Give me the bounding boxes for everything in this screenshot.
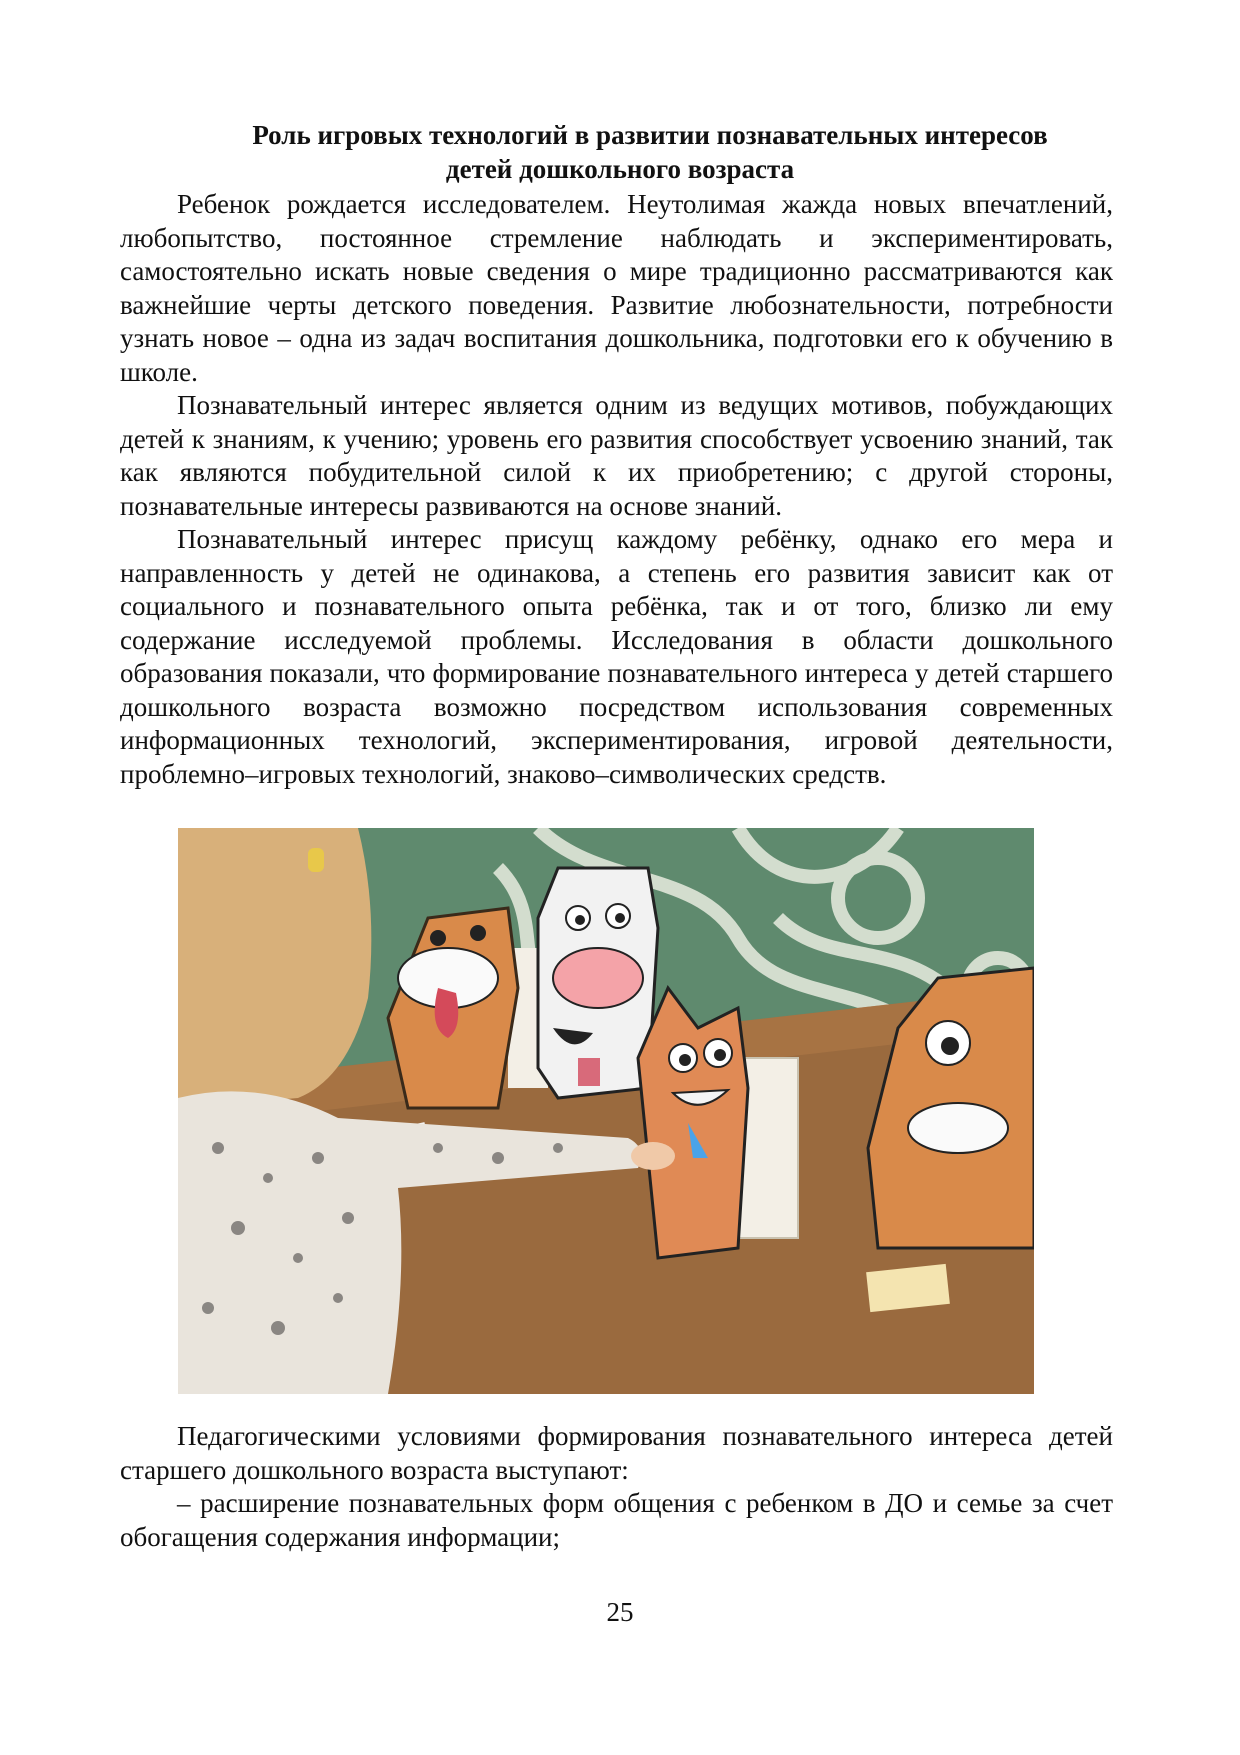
paragraph-4: Педагогическими условиями формирования познавательного интереса детей старшего дошкольного возраста выступают: xyxy=(120,1421,1113,1485)
paragraph-1: Ребенок рождается исследователем. Неутолимая жажда новых впечатлений, любопытство, постоянное стремление наблюдать и экспериментировать, самостоятельно искать новые сведения о мире традиционно рассматриваются как важнейшие черты детского поведения. Развитие любознательности, потребности узнать новое – одна из задач воспитания дошкольника, подготовки его к обучению в школе. xyxy=(120,189,1113,387)
title-line-1: Роль игровых технологий в развитии познавательных интересов xyxy=(252,120,1048,150)
cat-figure xyxy=(638,988,748,1258)
card xyxy=(866,1264,950,1312)
title-line-2: детей дошкольного возраста xyxy=(445,154,795,184)
photo-drawing xyxy=(178,828,1034,1394)
page-number: 25 xyxy=(606,1597,634,1627)
continuation-text xyxy=(120,1420,1113,1554)
illustration-photo xyxy=(178,828,1034,1394)
list-item-1: – расширение познавательных форм общения с ребенком в ДО и семье за счет обогащения содержания информации; xyxy=(120,1488,1113,1552)
paragraph-3: Познавательный интерес присущ каждому ребёнку, однако его мера и направленность у детей не одинакова, а степень его развития зависит как от социального и познавательного опыта ребёнка, так и от того, близко ли ему содержание исследуемой проблемы. Исследования в области дошкольного образования показали, что формирование познавательного интереса у детей старшего дошкольного возраста возможно посредством использования современных информационных технологий, экспериментирования, игровой деятельности, проблемно–игровых технологий, знаково–символических средств. xyxy=(120,524,1113,789)
intro-text xyxy=(120,188,1113,791)
paragraph-2: Познавательный интерес является одним из ведущих мотивов, побуждающих детей к знаниям, к учению; уровень его развития способствует усвоению знаний, так как являются побудительной силой к их приобретению; с другой стороны, познавательные интересы развиваются на основе знаний. xyxy=(120,390,1113,521)
page-title xyxy=(120,118,1120,186)
